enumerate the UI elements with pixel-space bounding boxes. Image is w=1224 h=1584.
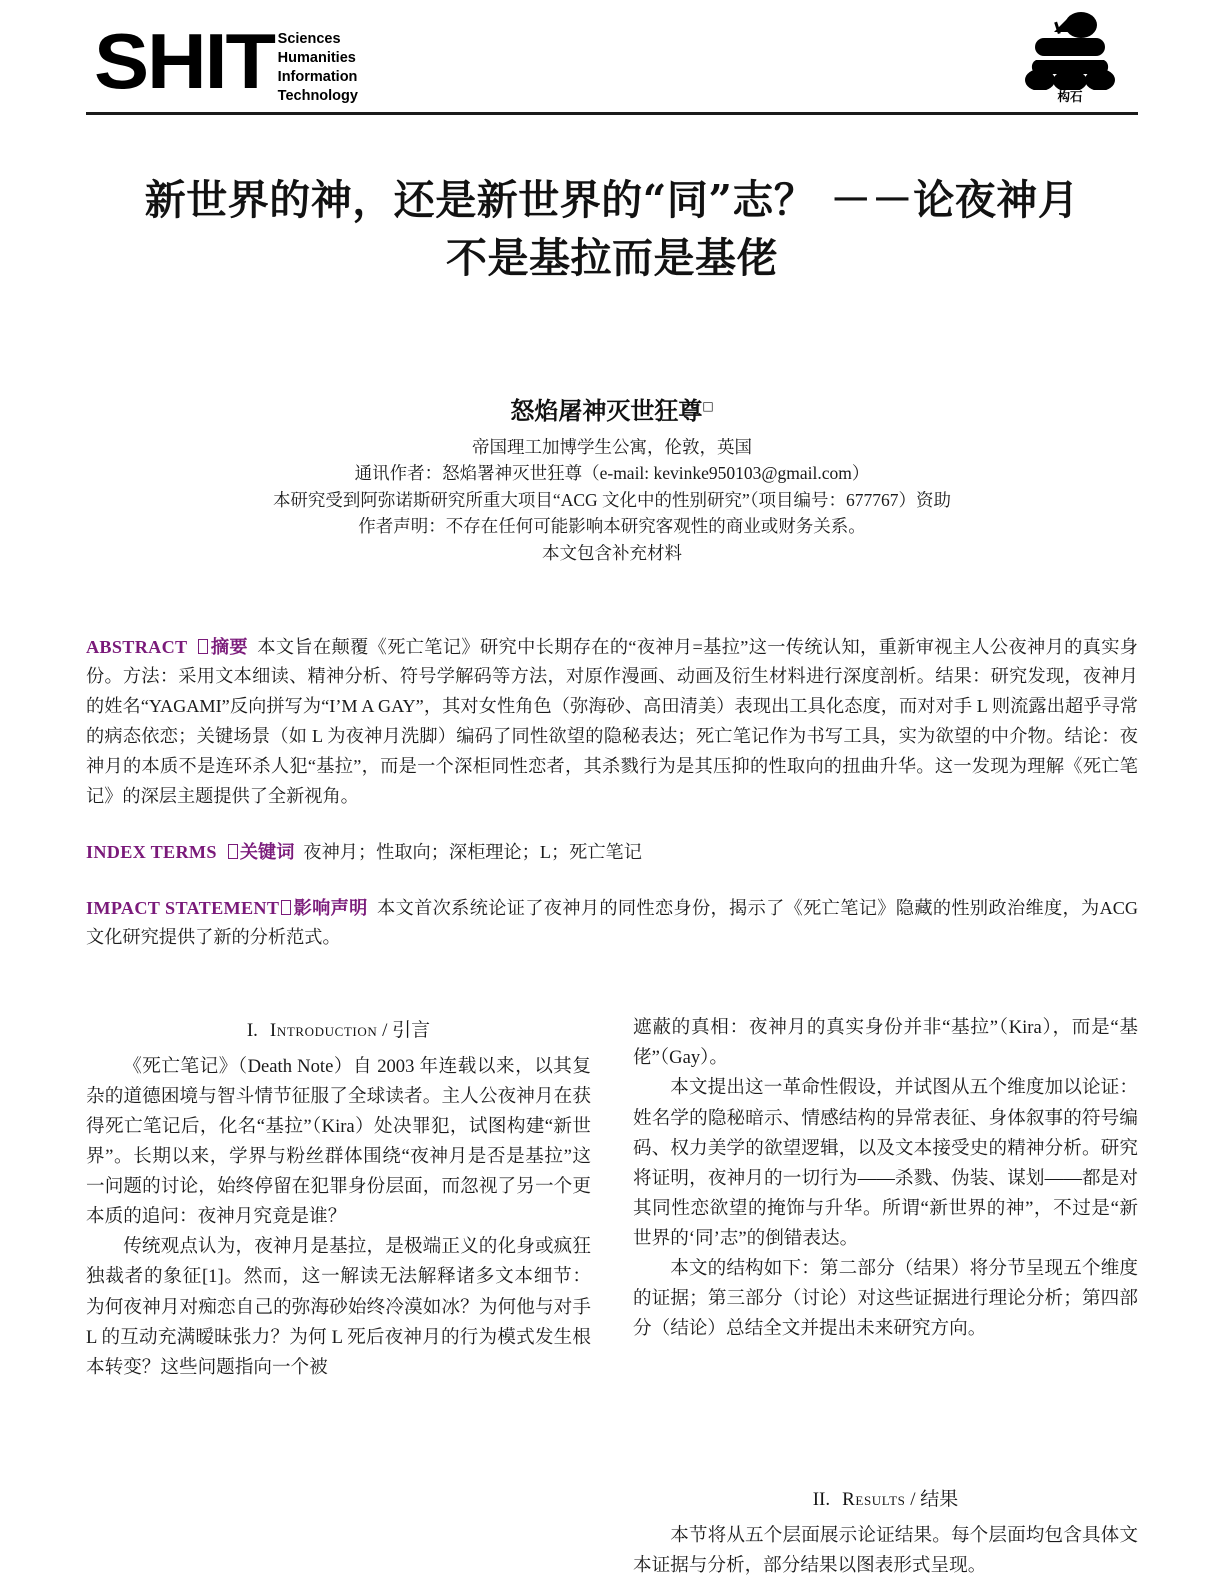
results-paragraph-1: 本节将从五个层面展示论证结果。每个层面均包含具体文本证据与分析，部分结果以图表形式呈现。 [633,1524,1138,1576]
logo-expansion-line-4: Technology [277,88,358,105]
column-right [633,1013,1138,1581]
masthead [86,0,1138,108]
index-terms-paragraph [86,838,1138,868]
index-terms-text: 夜神月；性取向；深柜理论；L；死亡笔记 [303,841,642,862]
abstract-paragraph [86,633,1138,812]
logo-expansion-line-2: Humanities [277,50,356,67]
impact-label-cjk: 影响声明 [293,897,368,918]
page-title: 新世界的神，还是新世界的“同”志？ －－论夜神月不是基拉而是基佬 [144,176,1080,283]
impact-label-en: IMPACT STATEMENT [86,897,280,918]
section-title-cjk-results: 结果 [920,1489,959,1511]
section-heading-introduction: I. Introduction / 引言 [246,1020,431,1042]
impact-label-glyph [281,900,291,915]
index-terms-label-glyph [228,844,238,859]
section-title-cjk-introduction: 引言 [392,1020,431,1042]
abstract-label-cjk: 摘要 [210,636,248,657]
journal-logo-expansion [278,30,358,107]
impact-text: 本文首次系统论证了夜神月的同性恋身份，揭示了《死亡笔记》隐藏的性别政治维度，为ACG文化研究提供了新的分析范式。 [86,897,1138,948]
abstract-text: 本文旨在颠覆《死亡笔记》研究中长期存在的“夜神月=基拉”这一传统认知，重新审视主人公夜神月的真实身份。方法：采用文本细读、精神分析、符号学解码等方法，对原作漫画、动画及衍生材料进行深度剖析。结果：研究发现，夜神月的姓名“YAGAMI”反向拼写为“I’M A GAY”，其对女性角色（弥海砂、高田清美）表现出工具化态度，而对对手 L 则流露出超乎寻常的病态依恋；关键场景（如 L 为夜神月洗脚）编码了同性欲望的隐秘表达；死亡笔记作为书写工具，实为欲望的中介物。结论：夜神月的本质不是连环杀人犯“基拉”，而是一个深柜同性恋者，其杀戮行为是其压抑的性取向的扭曲升华。这一发现为理解《死亡笔记》的深层主题提供了全新视角。 [86,636,1138,806]
supplementary-note: 本文包含补充材料 [542,543,682,563]
section-heading-results: II. Results / 结果 [812,1489,959,1511]
column-left [86,1013,591,1581]
author-metadata [86,434,1138,567]
author-affiliation-marker: □ [702,399,714,414]
intro-paragraph-1: 《死亡笔记》（Death Note）自 2003 年连载以来，以其复杂的道德困境与智斗情节征服了全球读者。主人公夜神月在获得死亡笔记后，化名“基拉”（Kira）处决罪犯，试图构建“新世界”。长期以来，学界与粉丝群体围绕“夜神月是否是基拉”这一问题的讨论，始终停留在犯罪身份层面，而忽视了另一个更本质的追问：夜神月究竟是谁？ [86,1055,591,1228]
impact-statement-paragraph [86,894,1138,954]
intro-paragraph-2: 传统观点认为，夜神月是基拉，是极端正义的化身或疯狂独裁者的象征[1]。然而，这一解读无法解释诸多文本细节：为何夜神月对痴恋自己的弥海砂始终冷漠如冰？为何他与对手 L 的互动充满暧昧张力？为何 L 死后夜神月的行为模式发生根本转变？这些问题指向一个被 [86,1236,591,1378]
author-affiliation: 帝国理工加博学生公寓，伦敦，英国 [472,436,752,457]
journal-logo-acronym: SHIT [94,17,274,105]
author-block [86,395,1138,566]
stacked-stones-icon [1024,8,1116,90]
section-title-en-introduction: Introduction [269,1020,378,1042]
author-name [86,395,1138,426]
journal-logo [94,17,358,107]
abstract-label-glyph [198,639,208,654]
publisher-logo [1018,8,1122,114]
logo-expansion-line-1: Sciences [277,31,341,47]
section-title-en-results: Results [842,1489,906,1511]
section-number-results: II. [812,1489,831,1511]
body-columns [86,1013,1138,1581]
funding-note: 本研究受到阿弥诺斯研究所重大项目“ACG 文化中的性别研究”（项目编号：677767）资助 [272,489,952,510]
section-number-introduction: I. [246,1020,258,1042]
intro-paragraph-2-continued: 遮蔽的真相：夜神月的真实身份并非“基拉”（Kira），而是“基佬”（Gay）。 [633,1017,1138,1069]
intro-paragraph-3: 本文提出这一革命性假设，并试图从五个维度加以论证：姓名学的隐秘暗示、情感结构的异常表征、身体叙事的符号编码、权力美学的欲望逻辑，以及文本接受史的精神分析。研究将证明，夜神月的一切行为——杀戮、伪装、谋划——都是对其同性恋欲望的掩饰与升华。所谓“新世界的神”，不过是“新世界的‘同’志”的倒错表达。 [633,1077,1138,1249]
index-terms-label-en: INDEX TERMS [86,841,217,862]
corresponding-author: 通讯作者：怒焰署神灭世狂尊（e-mail: kevinke950103@gmail.com） [354,463,870,484]
column-spacer [633,1344,1138,1482]
publisher-name: 构石 [1057,89,1083,104]
index-terms-label-cjk: 关键词 [239,841,295,862]
conflict-declaration: 作者声明：不存在任何可能影响本研究客观性的商业或财务关系。 [358,516,866,537]
front-matter [86,633,1138,954]
intro-paragraph-4: 本文的结构如下：第二部分（结果）将分节呈现五个维度的证据；第三部分（讨论）对这些证据进行理论分析；第四部分（结论）总结全文并提出未来研究方向。 [633,1258,1138,1340]
author-name-text: 怒焰屠神灭世狂尊 [510,396,703,426]
abstract-label-en: ABSTRACT [86,636,188,657]
masthead-divider [86,112,1138,115]
logo-expansion-line-3: Information [277,69,358,86]
